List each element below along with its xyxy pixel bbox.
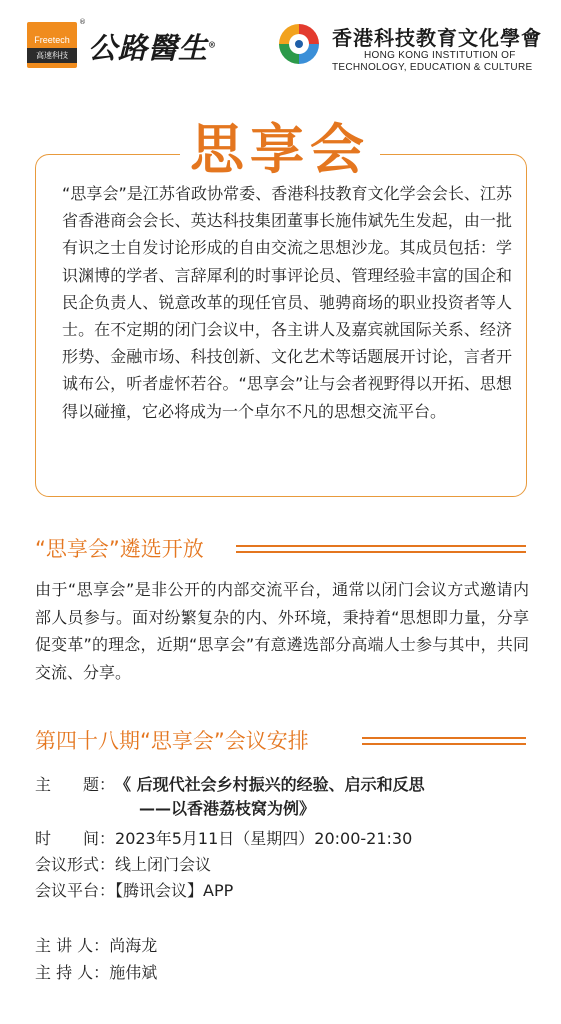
topic-line2: ——以香港荔枝窝为例》 xyxy=(139,799,316,818)
intro-title: 思享会 xyxy=(180,110,380,190)
speaker-label: 主 讲 人： xyxy=(35,936,110,955)
intro-text: “思享会”是江苏省政协常委、香港科技教育文化学会会长、江苏省香港商会会长、英达科技集团董事长施伟斌先生发起，由一批有识之士自发讨论形成的自由交流之思想沙龙。其成员包括：学识渊博的学者、言辞犀利的时事评论员、管理经验丰富的国企和民企负责人、锐意改革的现任官员、驰骋商场的职业投资者等人士。在不定期的闭门会议中，各主讲人及嘉宾就国际关系、经济形势、金融市场、科技创新、文化艺术等话题展开讨论，言者开诚布公，听者虚怀若谷。“思享会”让与会者视野得以开拓、思想得以碰撞，它必将成为一个卓尔不凡的思想交流平台。 xyxy=(62,184,512,421)
brand-name: 公路醫生® xyxy=(88,31,218,65)
freetech-logo-cn: 高速科技 xyxy=(27,48,77,63)
freetech-logo xyxy=(27,22,77,68)
schedule-heading-rule xyxy=(362,737,526,745)
institute-name-en-line1: HONG KONG INSTITUTION OF xyxy=(364,50,516,61)
invite-text: 由于“思享会”是非公开的内部交流平台，通常以闭门会议方式邀请内部人员参与。面对纷繁复杂的内、外环境，秉持着“思想即力量，分享促变革”的理念，近期“思享会”有意遴选部分高端人士参与其中，共同交流、分享。 xyxy=(35,580,529,682)
topic-label: 主 题： xyxy=(35,775,116,794)
time-row xyxy=(35,826,412,849)
registered-mark: ® xyxy=(79,18,86,26)
speaker-value: 尚海龙 xyxy=(109,936,158,955)
time-label: 时 间： xyxy=(35,829,116,848)
host-value: 施伟斌 xyxy=(109,963,158,982)
topic-line1: 《 后现代社会乡村振兴的经验、启示和反思 xyxy=(115,775,425,794)
invite-heading-rule xyxy=(236,545,526,553)
format-value: 线上闭门会议 xyxy=(115,855,212,874)
schedule-heading: 第四十八期“思享会”会议安排 xyxy=(35,729,309,753)
platform-value: 【腾讯会议】APP xyxy=(115,881,234,900)
institute-name-en-line2: TECHNOLOGY, EDUCATION & CULTURE xyxy=(332,62,533,73)
host-row xyxy=(35,960,157,983)
speaker-row xyxy=(35,933,157,956)
topic-row xyxy=(35,772,425,795)
institute-logo-icon xyxy=(276,21,322,67)
format-label: 会议形式： xyxy=(35,855,116,874)
platform-row xyxy=(35,878,233,901)
header xyxy=(0,0,561,100)
time-value: 2023年5月11日（星期四）20:00-21:30 xyxy=(115,829,413,848)
host-label: 主 持 人： xyxy=(35,963,110,982)
freetech-logo-en: Freetech xyxy=(34,35,70,45)
invite-heading: “思享会”遴选开放 xyxy=(35,537,204,561)
platform-label: 会议平台： xyxy=(35,881,116,900)
institute-name-cn: 香港科技教育文化學會 xyxy=(332,26,542,50)
format-row xyxy=(35,852,211,875)
